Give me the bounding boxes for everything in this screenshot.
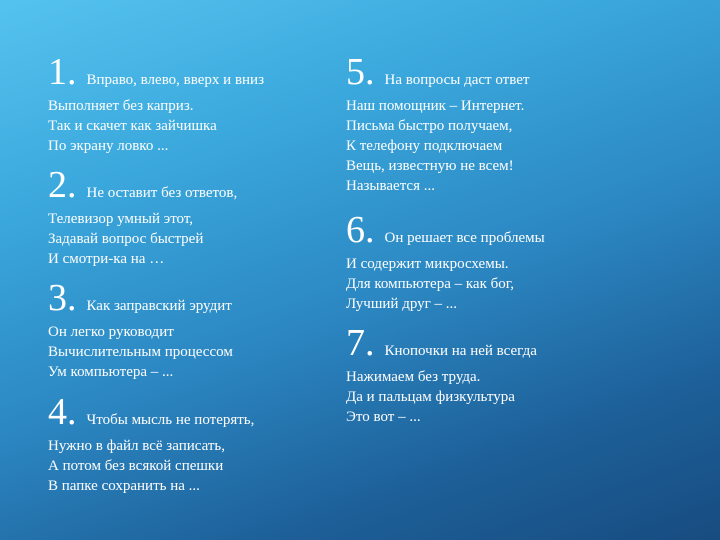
riddle-4 <box>48 392 254 496</box>
riddle-first-line: Кнопочки на ней всегда <box>384 343 537 359</box>
riddle-first-line: Чтобы мысль не потерять, <box>86 412 255 428</box>
riddle-number: 5. <box>346 51 375 93</box>
riddle-line: Вычислительным процессом <box>48 344 233 360</box>
riddle-number: 1. <box>48 51 77 93</box>
riddle-line: Вещь, известную не всем! <box>346 158 514 174</box>
riddle-line: По экрану ловко ... <box>48 138 169 154</box>
riddle-line: Ум компьютера – ... <box>48 364 174 380</box>
riddle-first-line: Как заправский эрудит <box>86 298 232 314</box>
riddle-line: Так и скачет как зайчишка <box>48 118 217 134</box>
riddle-5 <box>346 52 529 196</box>
riddle-first-line: Не оставит без ответов, <box>86 185 238 201</box>
riddle-line: И смотри-ка на … <box>48 251 165 267</box>
riddle-line: К телефону подключаем <box>346 138 503 154</box>
riddle-line: Нужно в файл всё записать, <box>48 438 226 454</box>
riddle-line: Выполняет без каприз. <box>48 98 194 114</box>
riddle-number: 6. <box>346 209 375 251</box>
riddle-1 <box>48 52 264 156</box>
riddle-2 <box>48 165 237 269</box>
riddle-number: 4. <box>48 391 77 433</box>
riddle-line: Для компьютера – как бог, <box>346 276 514 292</box>
riddle-line: Наш помощник – Интернет. <box>346 98 525 114</box>
riddle-number: 7. <box>346 322 375 364</box>
riddle-number: 2. <box>48 164 77 206</box>
riddle-line: Он легко руководит <box>48 324 174 340</box>
riddle-line: Называется ... <box>346 178 435 194</box>
riddle-line: В папке сохранить на ... <box>48 478 200 494</box>
riddle-line: Письма быстро получаем, <box>346 118 513 134</box>
riddle-3 <box>48 278 233 382</box>
riddle-7 <box>346 323 537 427</box>
riddle-line: А потом без всякой спешки <box>48 458 224 474</box>
riddle-first-line: На вопросы даст ответ <box>384 72 530 88</box>
riddle-line: Лучший друг – ... <box>346 296 458 312</box>
riddle-line: Это вот – ... <box>346 409 421 425</box>
riddle-6 <box>346 210 545 314</box>
riddle-line: Задавай вопрос быстрей <box>48 231 204 247</box>
riddle-first-line: Вправо, влево, вверх и вниз <box>86 72 265 88</box>
riddle-line: И содержит микросхемы. <box>346 256 509 272</box>
riddle-line: Телевизор умный этот, <box>48 211 194 227</box>
riddle-line: Нажимаем без труда. <box>346 369 481 385</box>
riddle-first-line: Он решает все проблемы <box>384 230 545 246</box>
riddle-line: Да и пальцам физкультура <box>346 389 515 405</box>
riddle-number: 3. <box>48 277 77 319</box>
